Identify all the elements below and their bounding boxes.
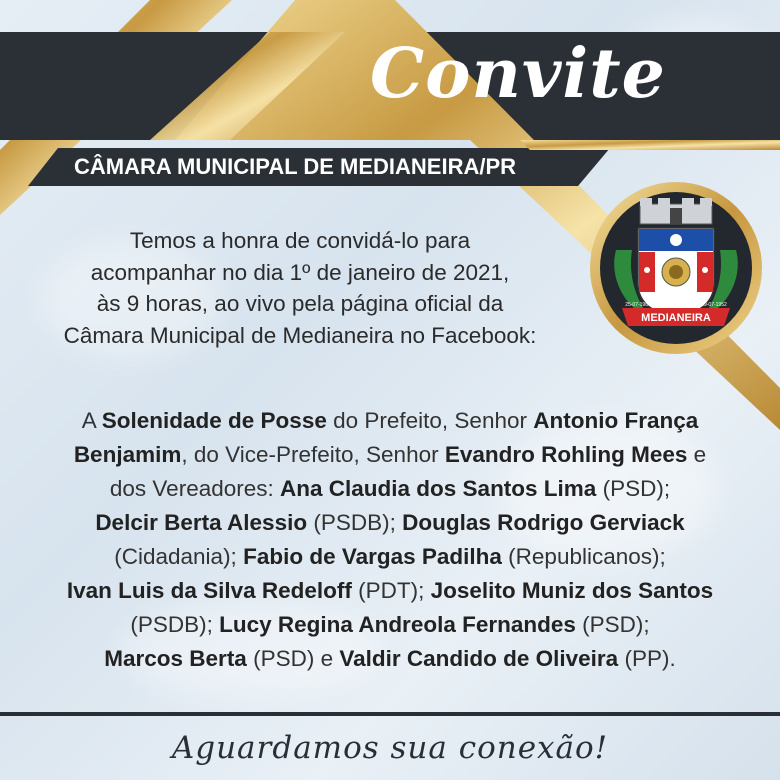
councilor-name: Valdir Candido de Oliveira: [339, 646, 619, 671]
councilor-name: Joselito Muniz dos Santos: [430, 578, 714, 603]
party: (PSDB);: [130, 612, 220, 637]
municipal-coat-of-arms: [588, 180, 764, 356]
body-line: [0, 574, 780, 608]
councilor-name: Marcos Berta: [104, 646, 247, 671]
intro-line: Temos a honra de convidá-lo para: [129, 228, 471, 253]
text-segment: A: [81, 408, 102, 433]
event-name: Solenidade de Posse: [101, 408, 327, 433]
body-line: [0, 642, 780, 676]
body-line: [0, 438, 780, 472]
seal-left-date: 25-07-1960: [625, 302, 651, 308]
party: (PSD);: [596, 476, 671, 501]
party: (PP).: [618, 646, 676, 671]
party: (PDT);: [351, 578, 431, 603]
intro-line: acompanhar no dia 1º de janeiro de 2021,: [90, 259, 510, 285]
footer-divider: [0, 712, 780, 716]
mayor-name: Benjamim: [73, 442, 182, 467]
text-segment: , do Vice-Prefeito, Senhor: [181, 442, 445, 467]
intro-line: às 9 horas, ao vivo pela página oficial da: [96, 291, 504, 316]
text-segment: e: [687, 442, 707, 467]
chamber-name: CÂMARA MUNICIPAL DE MEDIANEIRA/PR: [74, 154, 517, 179]
councilor-name: Fabio de Vargas Padilha: [243, 544, 502, 569]
body-line: [0, 472, 780, 506]
seal-ribbon-text: MEDIANEIRA: [641, 312, 711, 324]
gold-strip: [520, 140, 780, 150]
party: (PSD) e: [246, 646, 340, 671]
councilor-name: Ana Claudia dos Santos Lima: [280, 476, 597, 501]
footer-message: Aguardamos sua conexão!: [171, 730, 609, 766]
party: (Republicanos);: [501, 544, 666, 569]
councilor-name: Lucy Regina Andreola Fernandes: [219, 612, 576, 637]
invitation-title: Convite: [370, 34, 666, 114]
councilor-name: Delcir Berta Alessio: [95, 510, 308, 535]
seal-right-date: 19-07-1952: [701, 302, 727, 308]
ceremony-paragraph: [0, 404, 780, 676]
text-segment: dos Vereadores:: [109, 476, 281, 501]
councilor-name: Ivan Luis da Silva Redeloff: [66, 578, 352, 603]
vice-mayor-name: Evandro Rohling Mees: [444, 442, 688, 467]
body-line: [0, 608, 780, 642]
body-line: [0, 404, 780, 438]
body-line: [0, 506, 780, 540]
mayor-name: Antonio França: [533, 408, 699, 433]
councilor-name: Douglas Rodrigo Gerviack: [402, 510, 685, 535]
intro-line: Câmara Municipal de Medianeira no Facebook:: [63, 322, 537, 348]
intro-paragraph: [20, 225, 580, 351]
party: (PSD);: [575, 612, 650, 637]
body-line: [0, 540, 780, 574]
text-segment: do Prefeito, Senhor: [326, 408, 534, 433]
party: (Cidadania);: [114, 544, 244, 569]
party: (PSDB);: [307, 510, 403, 535]
